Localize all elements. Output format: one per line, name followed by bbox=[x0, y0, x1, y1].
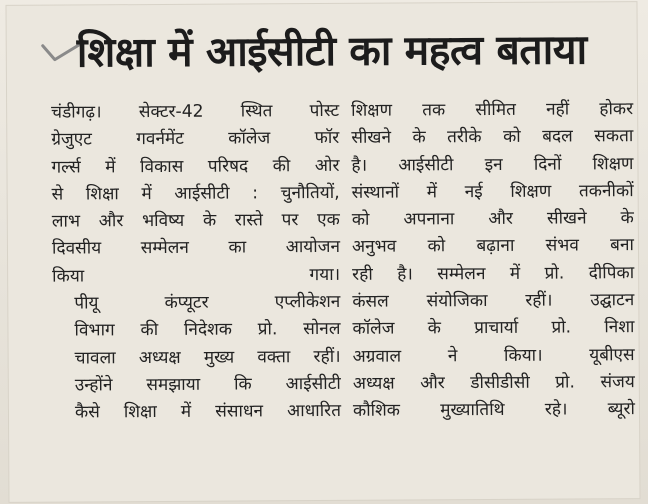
text-line: विभाग की निदेशक प्रो. सोनल bbox=[74, 319, 341, 341]
text-line: कॉलेज के प्राचार्या प्रो. निशा bbox=[352, 317, 635, 340]
text-line: संस्थानों में नई शिक्षण तकनीकों bbox=[351, 180, 634, 203]
text-line: कैसे शिक्षा में संसाधन आधारित bbox=[74, 401, 342, 423]
text-line: कंसल संयोजिका रहीं। उद्घाटन bbox=[352, 290, 635, 312]
text-line: रही है। सम्मेलन में प्रो. दीपिका bbox=[352, 262, 635, 285]
paragraph-3 bbox=[351, 96, 635, 425]
text-line: अध्यक्ष और डीसीडीसी प्रो. संजय bbox=[352, 372, 635, 394]
text-line: कौशिक मुख्यातिथि रहे। ब्यूरो bbox=[352, 399, 636, 422]
text-line: पीयू कंप्यूटर एप्लीकेशन bbox=[74, 291, 341, 314]
article-column-left bbox=[51, 98, 341, 427]
text-line: शिक्षण तक सीमित नहीं होकर bbox=[351, 99, 634, 121]
paragraph-2 bbox=[52, 289, 341, 427]
text-line: है। आईसीटी इन दिनों शिक्षण bbox=[351, 153, 634, 176]
news-clipping bbox=[6, 2, 639, 502]
text-line: ग्रेजुएट गवर्नमेंट कॉलेज फॉर bbox=[51, 128, 340, 150]
text-line: गर्ल्स में विकास परिषद की ओर bbox=[51, 155, 340, 178]
text-line: अनुभव को बढ़ाना संभव बना bbox=[351, 235, 635, 258]
text-line: से शिक्षा में आईसीटी : चुनौतियों, bbox=[51, 182, 340, 205]
article-column-right bbox=[351, 96, 635, 425]
text-line: लाभ और भविष्य के रास्ते पर एक bbox=[51, 210, 340, 232]
text-line: सीखने के तरीके को बदल सकता bbox=[351, 126, 634, 149]
text-line: उन्होंने समझाया कि आईसीटी bbox=[74, 373, 341, 396]
paragraph-1 bbox=[51, 98, 340, 291]
headline: शिक्षा में आईसीटी का महत्व बताया bbox=[76, 25, 587, 77]
text-line: को अपनाना और सीखने के bbox=[351, 208, 634, 231]
text-line: अग्रवाल ने किया। यूबीएस bbox=[352, 344, 635, 367]
text-line: किया गया। bbox=[52, 264, 341, 287]
text-line: चंडीगढ़। सेक्टर-42 स्थित पोस्ट bbox=[51, 100, 340, 123]
text-line: दिवसीय सम्मेलन का आयोजन bbox=[51, 237, 341, 260]
headline-area bbox=[29, 14, 629, 88]
text-line: चावला अध्यक्ष मुख्य वक्ता रहीं। bbox=[74, 346, 341, 369]
